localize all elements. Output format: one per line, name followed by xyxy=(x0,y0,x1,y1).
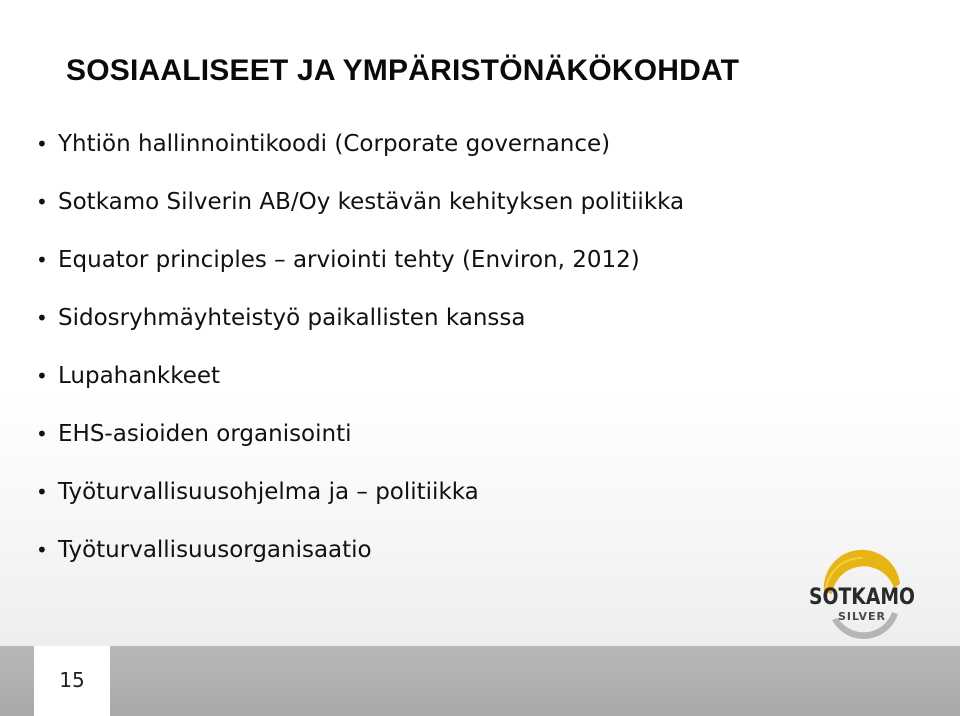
bullet-text: Työturvallisuusorganisaatio xyxy=(58,537,372,563)
bullet-dot-icon: • xyxy=(36,538,48,562)
bullet-dot-icon: • xyxy=(36,306,48,330)
bullet-item xyxy=(36,240,684,298)
logo-sub-text: SILVER xyxy=(837,610,887,623)
page-number: 15 xyxy=(59,668,85,692)
logo-brand-text: SOTKAMO xyxy=(809,585,915,610)
bullet-item xyxy=(36,472,684,530)
bullet-item xyxy=(36,530,684,588)
bullet-list xyxy=(36,124,684,588)
sotkamo-silver-logo xyxy=(802,548,922,642)
bullet-dot-icon: • xyxy=(36,422,48,446)
bullet-text: Yhtiön hallinnointikoodi (Corporate governance) xyxy=(58,131,611,157)
bullet-item xyxy=(36,298,684,356)
bullet-dot-icon: • xyxy=(36,190,48,214)
bullet-dot-icon: • xyxy=(36,480,48,504)
bullet-dot-icon: • xyxy=(36,132,48,156)
bullet-text: Sotkamo Silverin AB/Oy kestävän kehityksen politiikka xyxy=(58,189,685,215)
bullet-item xyxy=(36,124,684,182)
bullet-text: Työturvallisuusohjelma ja – politiikka xyxy=(58,479,479,505)
page-number-box xyxy=(34,646,110,716)
bullet-item xyxy=(36,414,684,472)
bullet-text: Equator principles – arviointi tehty (Environ, 2012) xyxy=(58,247,640,273)
bullet-text: Lupahankkeet xyxy=(58,363,221,389)
bullet-dot-icon: • xyxy=(36,248,48,272)
bullet-text: Sidosryhmäyhteistyö paikallisten kanssa xyxy=(58,305,526,331)
bullet-item xyxy=(36,182,684,240)
bullet-text: EHS-asioiden organisointi xyxy=(58,421,352,447)
bullet-dot-icon: • xyxy=(36,364,48,388)
slide-title: SOSIAALISEET JA YMPÄRISTÖNÄKÖKOHDAT xyxy=(66,54,740,87)
footer-band xyxy=(0,646,960,716)
bullet-item xyxy=(36,356,684,414)
